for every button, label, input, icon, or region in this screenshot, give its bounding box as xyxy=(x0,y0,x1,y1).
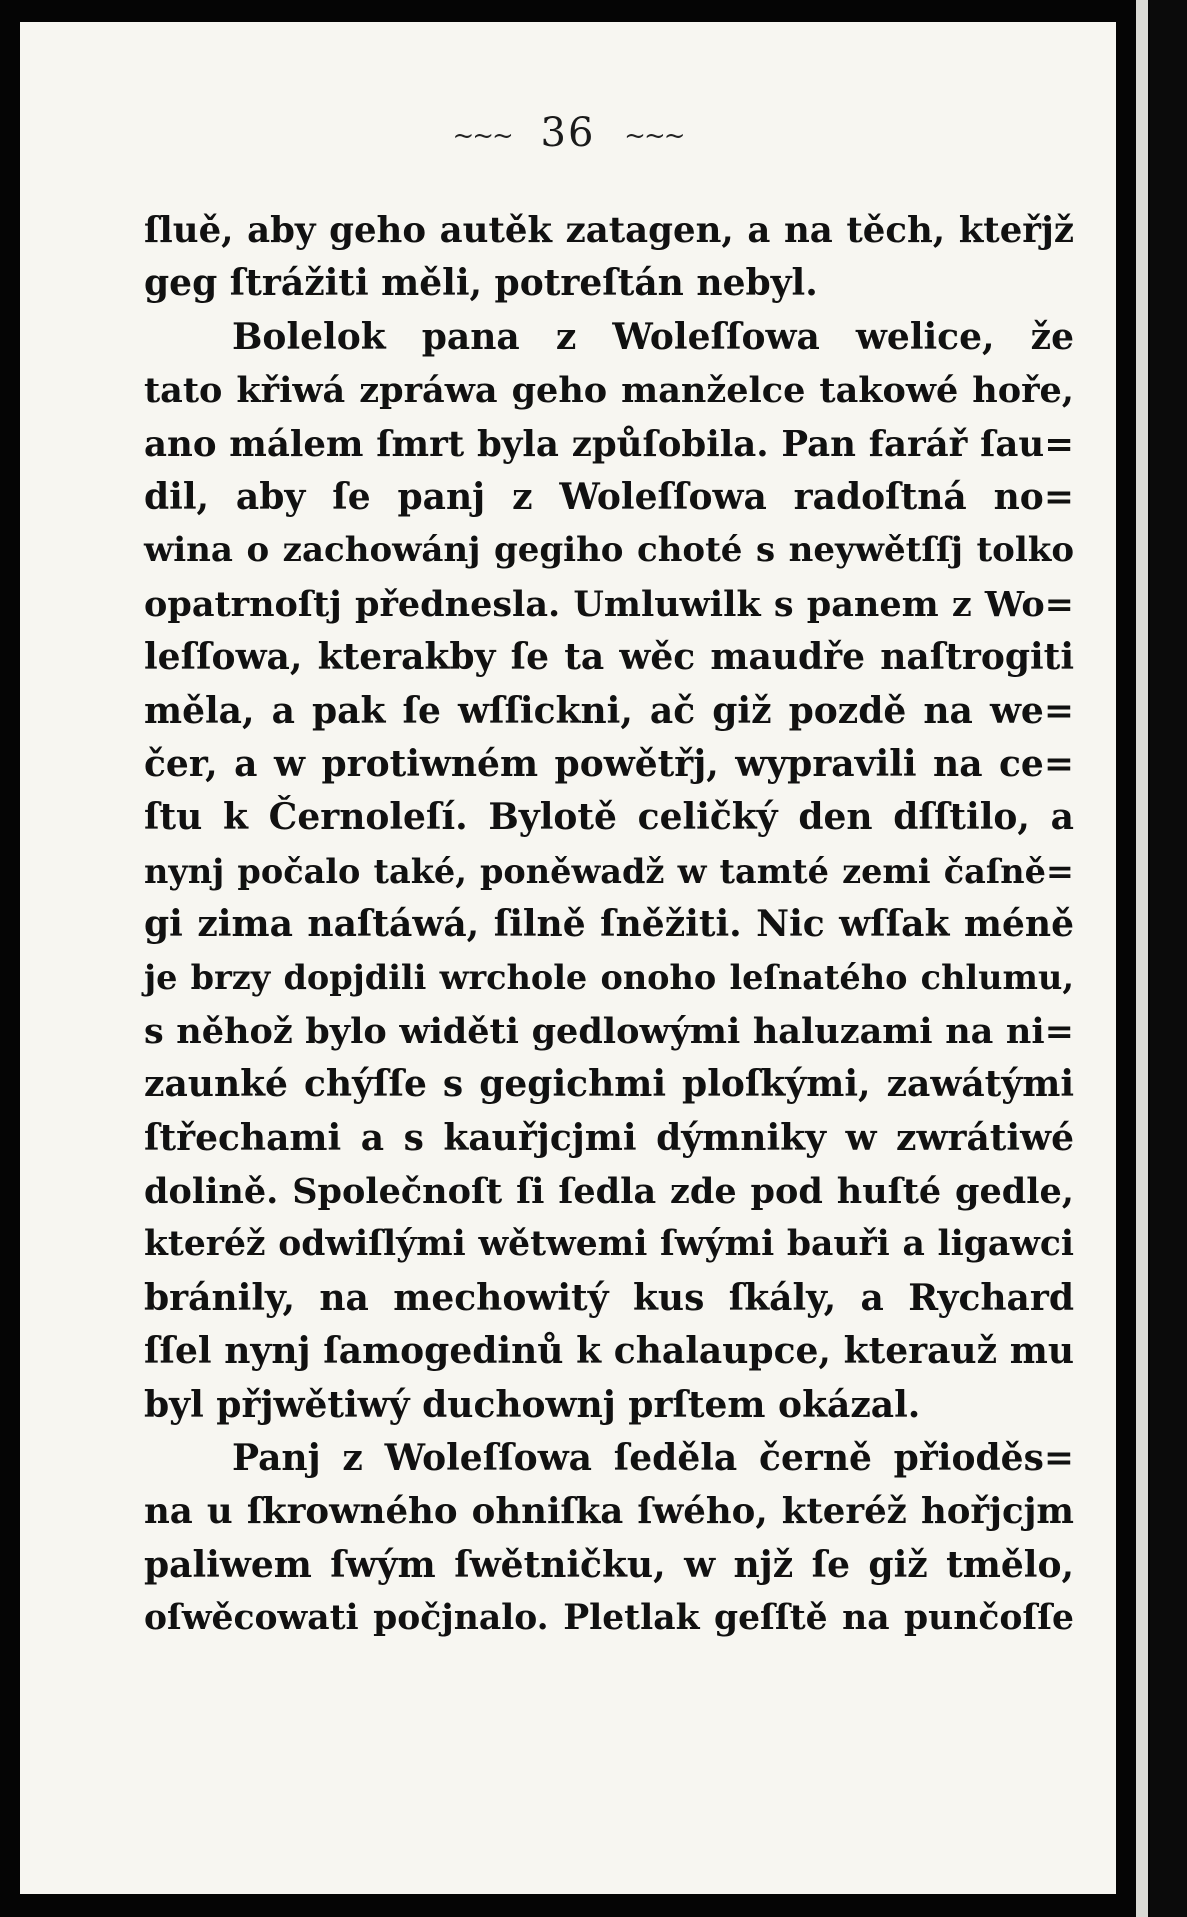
text-line: paliwem ſwým ſwětničku, w njž ſe giž tmělo, xyxy=(144,1543,1074,1586)
text-line: leſſowa, kterakby ſe ta wěc maudře naſtrogiti xyxy=(144,636,1074,679)
text-line: geg ſtrážiti měli, potreſtán nebyl. xyxy=(144,262,818,305)
text-line: s něhož bylo widěti gedlowými haluzami na ni= xyxy=(144,1010,1074,1052)
page-edge xyxy=(1136,0,1148,1917)
text-line: ſluě, aby geho autěk zatagen, a na těch, kteřjž xyxy=(144,210,1074,251)
text-line: gi zima naſtáwá, ſilně ſněžiti. Nic wſſak méně xyxy=(144,903,1074,946)
text-line: nynj počalo také, poněwadž w tamté zemi čaſně= xyxy=(144,851,1074,891)
text-line: ſſel nynj ſamogedinů k chalaupce, kterauž mu xyxy=(144,1330,1074,1373)
binding-shadow xyxy=(1150,0,1187,1917)
text-line: dolině. Společnoſt ſi ſedla zde pod huſté gedle, xyxy=(144,1171,1074,1213)
text-line: wina o zachowánj gegiho choté s neywětſſj tolko xyxy=(144,530,1074,571)
text-line: kteréž odwiſlými wětwemi ſwými bauři a ligawci xyxy=(144,1224,1074,1265)
ornament-left: ~~~ xyxy=(452,121,512,151)
text-line: měla, a pak ſe wſſickni, ač giž pozdě na we= xyxy=(144,689,1074,732)
text-line: ano málem ſmrt byla způſobila. Pan farář ſau= xyxy=(144,423,1074,465)
text-line: byl přjwětiwý duchownj prſtem okázal. xyxy=(144,1383,921,1426)
page-header xyxy=(20,110,1116,156)
text-line: tato křiwá zpráwa geho manželce takowé hoře, xyxy=(144,370,1074,412)
text-line: ſtřechami a s kauřjcjmi dýmniky w zwrátiwé xyxy=(144,1116,1074,1159)
text-line: Panj z Woleſſowa ſeděla černě přioděs= xyxy=(232,1436,1074,1479)
text-line: ſtu k Černoleſí. Bylotě celičký den dſſtilo, a xyxy=(144,796,1074,839)
text-line: bránily, na mechowitý kus ſkály, a Rychard xyxy=(144,1276,1074,1319)
page-number: 36 xyxy=(540,110,596,156)
text-line: oſwěcowati počjnalo. Pletlak geſſtě na punčoſſe xyxy=(144,1598,1074,1639)
text-line: čer, a w protiwném powětřj, wypravili na ce= xyxy=(144,742,1074,785)
body-text xyxy=(144,204,1074,1646)
text-line: Bolelok pana z Woleſſowa welice, že xyxy=(232,315,1074,358)
text-line: opatrnoſtj přednesla. Umluwilk s panem z Wo= xyxy=(144,583,1074,625)
text-line: je brzy dopjdili wrchole onoho leſnatého chlumu, xyxy=(144,958,1074,998)
book-page xyxy=(20,22,1116,1894)
text-line: dil, aby ſe panj z Woleſſowa radoſtná no= xyxy=(144,475,1074,518)
text-line: zaunké chýſſe s gegichmi ploſkými, zawátými xyxy=(144,1063,1074,1106)
text-line: na u ſkrowného ohniſka ſwého, kteréž hořjcjm xyxy=(144,1491,1074,1533)
ornament-right: ~~~ xyxy=(624,121,684,151)
